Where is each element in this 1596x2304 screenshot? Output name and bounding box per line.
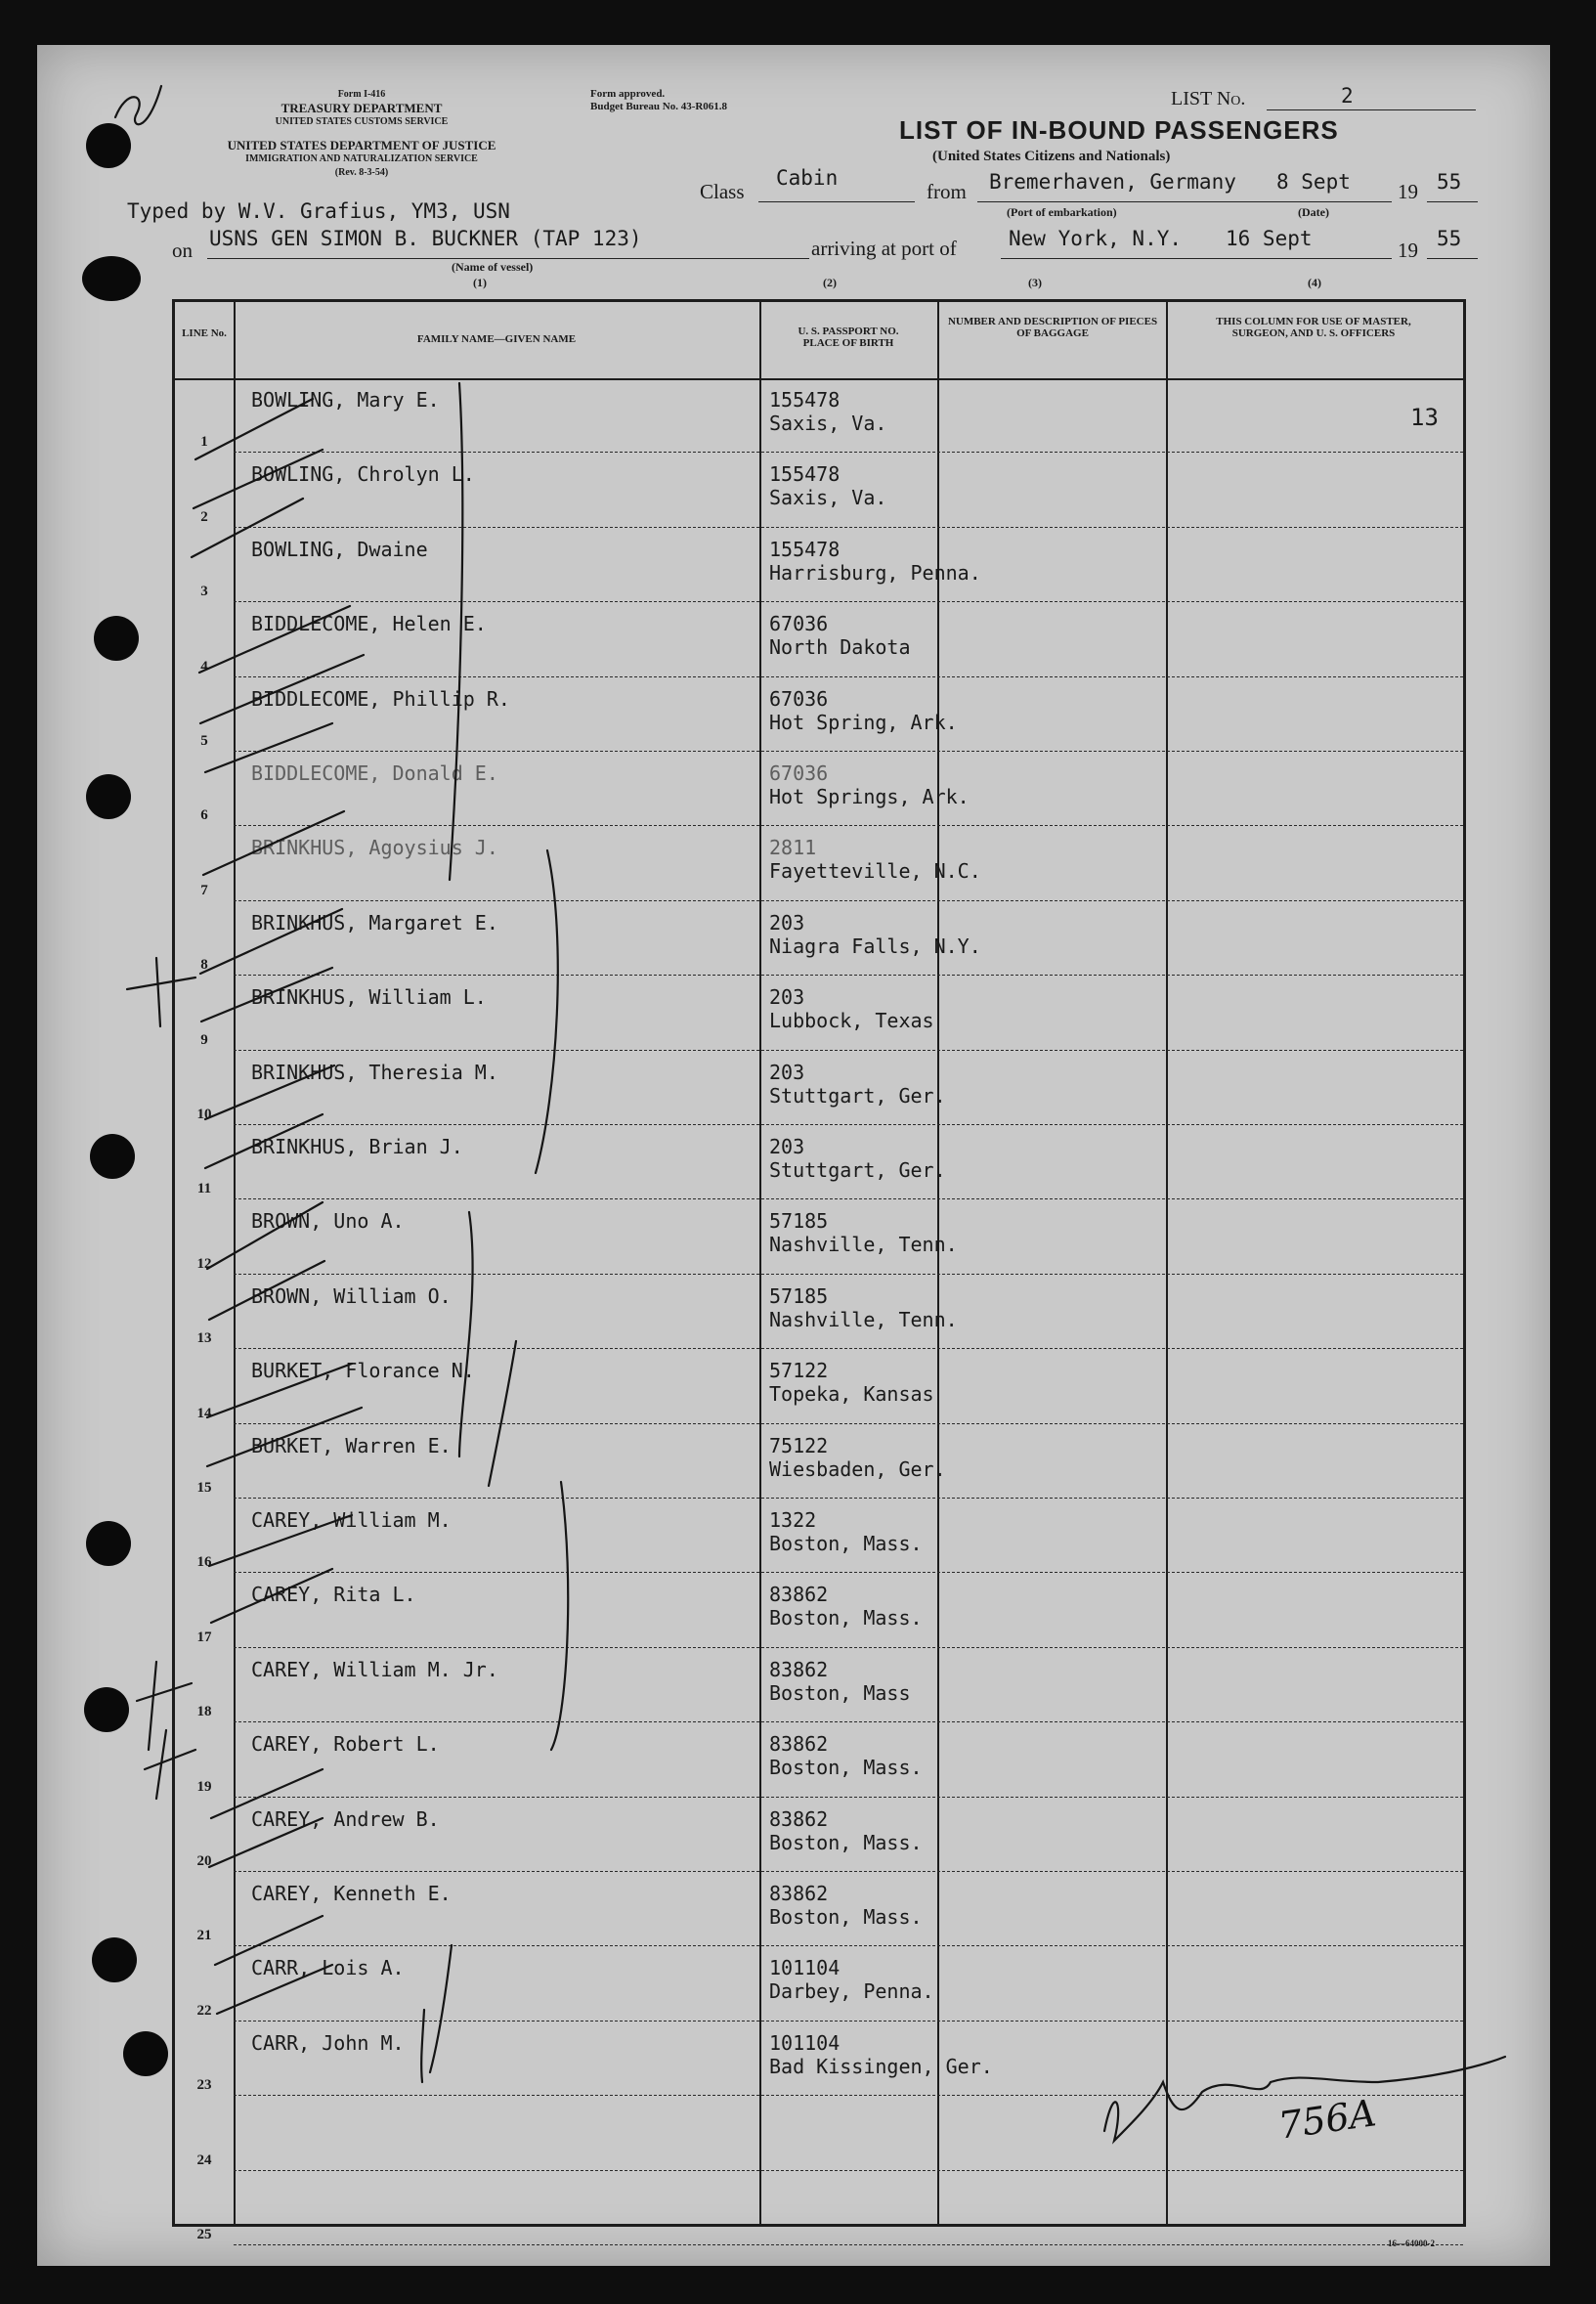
passenger-name: BROWN, William O. [251, 1283, 452, 1308]
passenger-name: BRINKHUS, Theresia M. [251, 1060, 498, 1084]
passport-number: 2811 [769, 836, 817, 860]
place-of-birth: Boston, Mass. [769, 1606, 923, 1630]
line-number: 14 [196, 1405, 212, 1421]
date-caption: (Date) [1298, 205, 1329, 219]
passenger-name: BOWLING, Mary E. [251, 388, 440, 412]
departure-year: 55 [1437, 170, 1462, 194]
table-row [175, 1499, 1463, 1573]
table-row [175, 752, 1463, 826]
column-caption-4: (4) [1308, 276, 1321, 289]
passport-number: 75122 [769, 1433, 829, 1457]
place-of-birth: Lubbock, Texas [769, 1009, 934, 1033]
passport-number: 57185 [769, 1283, 829, 1308]
line-number: 24 [196, 2152, 212, 2168]
arrival-year: 55 [1437, 227, 1462, 250]
passenger-name: BIDDLECOME, Helen E. [251, 612, 487, 636]
line-number: 11 [196, 1181, 212, 1197]
passport-number: 155478 [769, 388, 841, 412]
line-number: 20 [196, 1852, 212, 1869]
passport-number: 155478 [769, 537, 841, 561]
punch-hole [86, 774, 131, 819]
place-of-birth: Fayetteville, N.C. [769, 859, 981, 884]
passenger-name: CAREY, William M. [251, 1508, 452, 1532]
col-header-officers: THIS COLUMN FOR USE OF MASTER, SURGEON, AND U. S. OFFICERS [1216, 316, 1411, 339]
class-value: Cabin [776, 166, 839, 190]
line-number: 10 [196, 1106, 212, 1122]
table-row [175, 1946, 1463, 2021]
table-row [175, 1648, 1463, 1722]
table-row [175, 826, 1463, 900]
passenger-name: BRINKHUS, William L. [251, 985, 487, 1010]
arrival-year-line [1427, 258, 1478, 259]
line-number: 7 [200, 882, 208, 898]
port-line [977, 201, 1392, 202]
line-number: 13 [196, 1330, 212, 1347]
form-number: Form I-416 [337, 89, 386, 100]
col-header-baggage: NUMBER AND DESCRIPTION OF PIECES OF BAGGAGE [947, 316, 1158, 339]
passport-number: 57185 [769, 1209, 829, 1234]
line-number: 12 [196, 1255, 212, 1272]
passenger-table [172, 299, 1466, 2242]
place-of-birth: Stuttgart, Ger. [769, 1083, 946, 1108]
row-rule [234, 2244, 1463, 2245]
punch-hole [84, 1687, 129, 1732]
table-row [175, 1051, 1463, 1125]
line-number: 6 [200, 807, 208, 824]
table-row [175, 1275, 1463, 1349]
passenger-name: CARR, John M. [251, 2030, 405, 2055]
column-caption-1: (1) [473, 276, 487, 289]
form-approved: Form approved. [590, 88, 666, 100]
passenger-name: CAREY, Andrew B. [251, 1806, 440, 1831]
typed-by: Typed by W.V. Grafius, YM3, USN [127, 199, 510, 223]
passenger-name: BURKET, Warren E. [251, 1433, 452, 1457]
passenger-name: CAREY, Robert L. [251, 1732, 440, 1757]
passport-number: 83862 [769, 1657, 829, 1681]
place-of-birth: Bad Kissingen, Ger. [769, 2054, 993, 2078]
vessel-line [207, 258, 809, 259]
immigration-service: IMMIGRATION AND NATURALIZATION SERVICE [245, 153, 478, 164]
table-row [175, 1722, 1463, 1797]
department-of-justice: UNITED STATES DEPARTMENT OF JUSTICE [227, 138, 496, 152]
from-label: from [927, 180, 967, 203]
on-label: on [172, 239, 193, 262]
arrival-port: New York, N.Y. [1009, 227, 1183, 250]
passenger-name: CAREY, William M. Jr. [251, 1657, 498, 1681]
line-number: 9 [200, 1031, 208, 1048]
passenger-name: BURKET, Florance N. [251, 1359, 475, 1383]
table-row [175, 1125, 1463, 1199]
line-number: 23 [196, 2077, 212, 2094]
port-of-embarkation: Bremerhaven, Germany [989, 170, 1236, 194]
punch-hole [82, 256, 141, 301]
line-number: 18 [196, 1704, 212, 1720]
passport-number: 203 [769, 910, 805, 935]
passport-number: 83862 [769, 1806, 829, 1831]
place-of-birth: Topeka, Kansas [769, 1382, 934, 1407]
line-number: 4 [200, 658, 208, 674]
place-of-birth: Boston, Mass [769, 1680, 911, 1705]
place-of-birth: Stuttgart, Ger. [769, 1158, 946, 1182]
passenger-name: BRINKHUS, Agoysius J. [251, 836, 498, 860]
customs-service: UNITED STATES CUSTOMS SERVICE [275, 116, 449, 127]
arrival-year-prefix: 19 [1398, 239, 1418, 262]
list-no-label: LIST No. [1171, 88, 1246, 109]
table-row [175, 1349, 1463, 1423]
place-of-birth: Boston, Mass. [769, 1532, 923, 1555]
line-number: 1 [200, 434, 208, 451]
port-caption: (Port of embarkation) [1007, 205, 1117, 219]
arrival-line [1001, 258, 1392, 259]
table-row [175, 2096, 1463, 2170]
passport-number: 83862 [769, 1732, 829, 1757]
table-row [175, 677, 1463, 752]
passenger-name: CAREY, Kenneth E. [251, 1882, 452, 1905]
table-row [175, 378, 1463, 453]
place-of-birth: Boston, Mass. [769, 1830, 923, 1854]
budget-bureau: Budget Bureau No. 43-R061.8 [590, 101, 728, 112]
place-of-birth: Nashville, Tenn. [769, 1233, 958, 1257]
table-row [175, 528, 1463, 602]
passenger-name: BOWLING, Chrolyn L. [251, 462, 475, 487]
passenger-name: CARR, Lois A. [251, 1956, 405, 1980]
passport-number: 57122 [769, 1359, 829, 1383]
passenger-name: BIDDLECOME, Donald E. [251, 761, 498, 785]
line-number: 5 [200, 732, 208, 749]
passport-number: 203 [769, 1060, 805, 1084]
passenger-name: BROWN, Uno A. [251, 1209, 405, 1234]
place-of-birth: Wiesbaden, Ger. [769, 1456, 946, 1481]
place-of-birth: Hot Spring, Ark. [769, 710, 958, 734]
passport-number: 67036 [769, 761, 829, 785]
passenger-name: CAREY, Rita L. [251, 1583, 416, 1607]
place-of-birth: Saxis, Va. [769, 412, 887, 435]
table-row [175, 1872, 1463, 1946]
punch-hole [86, 1521, 131, 1566]
punch-hole [94, 616, 139, 661]
line-number: 3 [200, 584, 208, 600]
place-of-birth: Darbey, Penna. [769, 1979, 934, 2004]
place-of-birth: Harrisburg, Penna. [769, 560, 981, 585]
column-caption-3: (3) [1028, 276, 1042, 289]
place-of-birth: North Dakota [769, 635, 911, 660]
table-row [175, 2021, 1463, 2096]
col-header-line: LINE No. [182, 327, 227, 339]
place-of-birth: Niagra Falls, N.Y. [769, 934, 981, 958]
line-number: 17 [196, 1629, 212, 1645]
year-prefix: 19 [1398, 180, 1418, 203]
table-row [175, 453, 1463, 527]
passport-number: 67036 [769, 686, 829, 711]
line-number: 21 [196, 1928, 212, 1944]
table-row [175, 2171, 1463, 2245]
passport-number: 83862 [769, 1882, 829, 1905]
place-of-birth: Boston, Mass. [769, 1756, 923, 1780]
passport-number: 155478 [769, 462, 841, 487]
page-subtitle: (United States Citizens and Nationals) [932, 149, 1171, 164]
line-number: 25 [196, 2226, 212, 2242]
passport-number: 83862 [769, 1583, 829, 1607]
table-row [175, 1199, 1463, 1274]
line-number: 2 [200, 508, 208, 525]
place-of-birth: Hot Springs, Ark. [769, 785, 970, 808]
table-row [175, 901, 1463, 976]
line-number: 15 [196, 1479, 212, 1496]
revision-date: (Rev. 8-3-54) [334, 167, 389, 178]
passenger-name: BRINKHUS, Brian J. [251, 1135, 463, 1158]
list-no-line [1267, 109, 1476, 110]
punch-hole [90, 1134, 135, 1179]
class-label: Class [700, 180, 745, 203]
line-number: 16 [196, 1554, 212, 1571]
passenger-name: BOWLING, Dwaine [251, 537, 428, 561]
passport-number: 1322 [769, 1508, 817, 1532]
vessel-name: USNS GEN SIMON B. BUCKNER (TAP 123) [209, 227, 642, 250]
col-header-passport: U. S. PASSPORT NO. PLACE OF BIRTH [798, 326, 899, 349]
punch-hole [86, 123, 131, 168]
punch-hole [123, 2031, 168, 2076]
passport-number: 101104 [769, 2030, 841, 2055]
list-number: 2 [1341, 84, 1354, 108]
print-code: 16—64000-2 [1388, 2239, 1435, 2248]
page-title: LIST OF IN-BOUND PASSENGERS [899, 115, 1339, 145]
passport-number: 101104 [769, 1956, 841, 1980]
class-line [758, 201, 915, 202]
passport-number: 203 [769, 985, 805, 1010]
arriving-label: arriving at port of [811, 237, 957, 260]
place-of-birth: Nashville, Tenn. [769, 1307, 958, 1331]
place-of-birth: Saxis, Va. [769, 486, 887, 510]
table-row [175, 976, 1463, 1050]
table-row [175, 1424, 1463, 1499]
line-number: 8 [200, 957, 208, 974]
table-row [175, 1573, 1463, 1647]
place-of-birth: Boston, Mass. [769, 1905, 923, 1929]
passenger-name: BIDDLECOME, Phillip R. [251, 686, 510, 711]
passport-number: 203 [769, 1135, 805, 1158]
line-number: 22 [196, 2002, 212, 2019]
line-number: 19 [196, 1778, 212, 1795]
handwritten-code: 756A [1275, 2091, 1379, 2148]
year-line [1427, 201, 1478, 202]
col-header-name: FAMILY NAME—GIVEN NAME [416, 333, 577, 345]
vessel-caption: (Name of vessel) [452, 260, 534, 274]
punch-hole [92, 1937, 137, 1982]
officer-note: 13 [1410, 404, 1439, 431]
treasury-department: TREASURY DEPARTMENT [280, 101, 443, 115]
departure-date: 8 Sept [1276, 170, 1351, 194]
column-caption-2: (2) [823, 276, 837, 289]
arrival-date: 16 Sept [1226, 227, 1313, 250]
passenger-name: BRINKHUS, Margaret E. [251, 910, 498, 935]
passport-number: 67036 [769, 612, 829, 636]
table-row [175, 602, 1463, 676]
table-row [175, 1798, 1463, 1872]
